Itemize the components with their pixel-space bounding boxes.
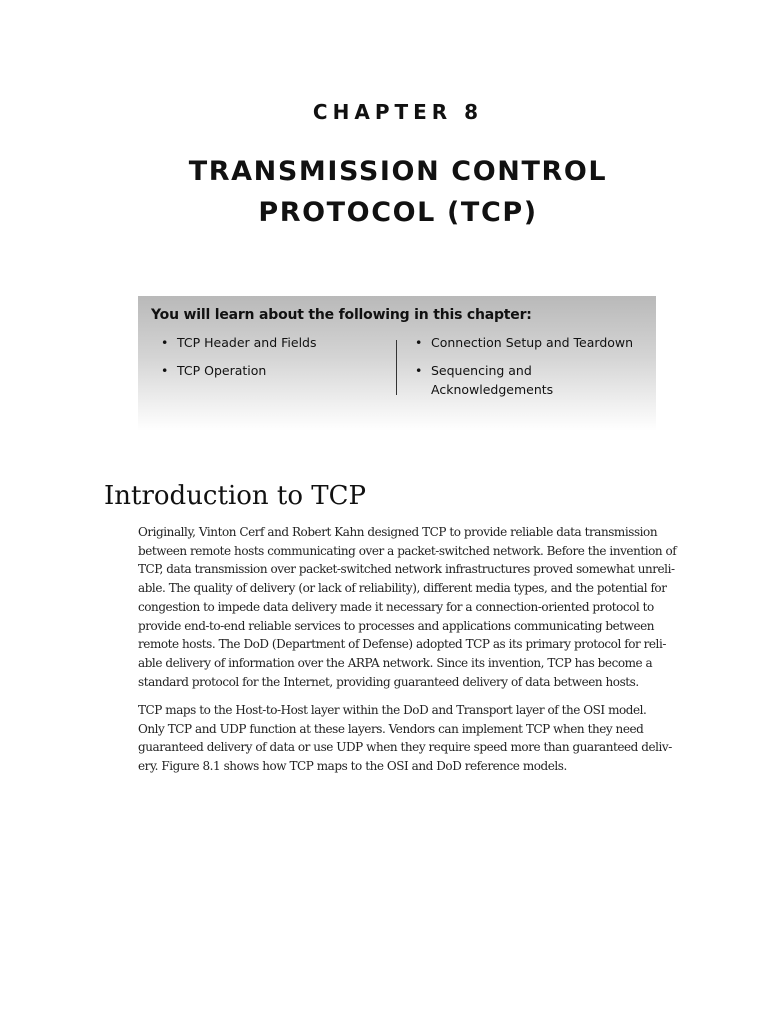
text-line: ery. Figure 8.1 shows how TCP maps to the OSI and DoD reference models. — [138, 759, 567, 774]
text-line: guaranteed delivery of data or use UDP when they require speed more than guaranteed deliv- — [138, 740, 672, 755]
chapter-title-line-1: TRANSMISSION CONTROL — [188, 156, 608, 187]
bullet-icon: • — [415, 335, 423, 350]
text-line: standard protocol for the Internet, providing guaranteed delivery of data between hosts. — [138, 674, 639, 689]
body-paragraph-2 — [138, 701, 693, 776]
text-line: Originally, Vinton Cerf and Robert Kahn designed TCP to provide reliable data transmission — [138, 525, 658, 539]
text-line: Only TCP and UDP function at these layers. Vendors can implement TCP when they need — [138, 721, 644, 736]
text-line: TCP maps to the Host-to-Host layer within the DoD and Transport layer of the OSI model. — [138, 703, 647, 717]
objective-item — [415, 333, 633, 352]
text-line: able. The quality of delivery (or lack of reliability), different media types, and the potential for — [138, 581, 667, 596]
chapter-objectives-box — [138, 296, 656, 431]
objectives-list-right — [415, 333, 633, 408]
text-line: remote hosts. The DoD (Department of Defense) adopted TCP as its primary protocol for reli- — [138, 637, 666, 652]
objectives-list-left — [161, 333, 316, 389]
column-divider — [396, 340, 397, 395]
objective-label-continued: Acknowledgements — [431, 382, 554, 397]
text-line: between remote hosts communicating over a packet-switched network. Before the invention of — [138, 543, 677, 558]
text-line: congestion to impede data delivery made it necessary for a connection-oriented protocol to — [138, 599, 654, 614]
chapter-label: CHAPTER 8 — [312, 100, 484, 124]
text-line: TCP, data transmission over packet-switched network infrastructures proved somewhat unreli- — [138, 562, 675, 577]
section-heading: Introduction to TCP — [104, 481, 367, 511]
body-paragraph-1 — [138, 523, 693, 691]
objective-label: TCP Operation — [177, 363, 267, 378]
objectives-heading: You will learn about the following in this chapter: — [151, 307, 532, 323]
bullet-icon: • — [161, 363, 169, 378]
chapter-title — [0, 151, 768, 233]
bullet-icon: • — [161, 335, 169, 350]
objective-item — [415, 361, 633, 399]
objective-label: Connection Setup and Teardown — [431, 335, 634, 350]
objective-label: Sequencing and — [431, 363, 532, 378]
bullet-icon: • — [415, 363, 423, 378]
objective-item — [161, 333, 316, 352]
objective-label: TCP Header and Fields — [177, 335, 317, 350]
text-line: provide end-to-end reliable services to processes and applications communicating between — [138, 618, 655, 633]
text-line: able delivery of information over the ARPA network. Since its invention, TCP has become a — [138, 655, 653, 670]
objective-item — [161, 361, 316, 380]
chapter-title-line-2: PROTOCOL (TCP) — [258, 197, 538, 228]
